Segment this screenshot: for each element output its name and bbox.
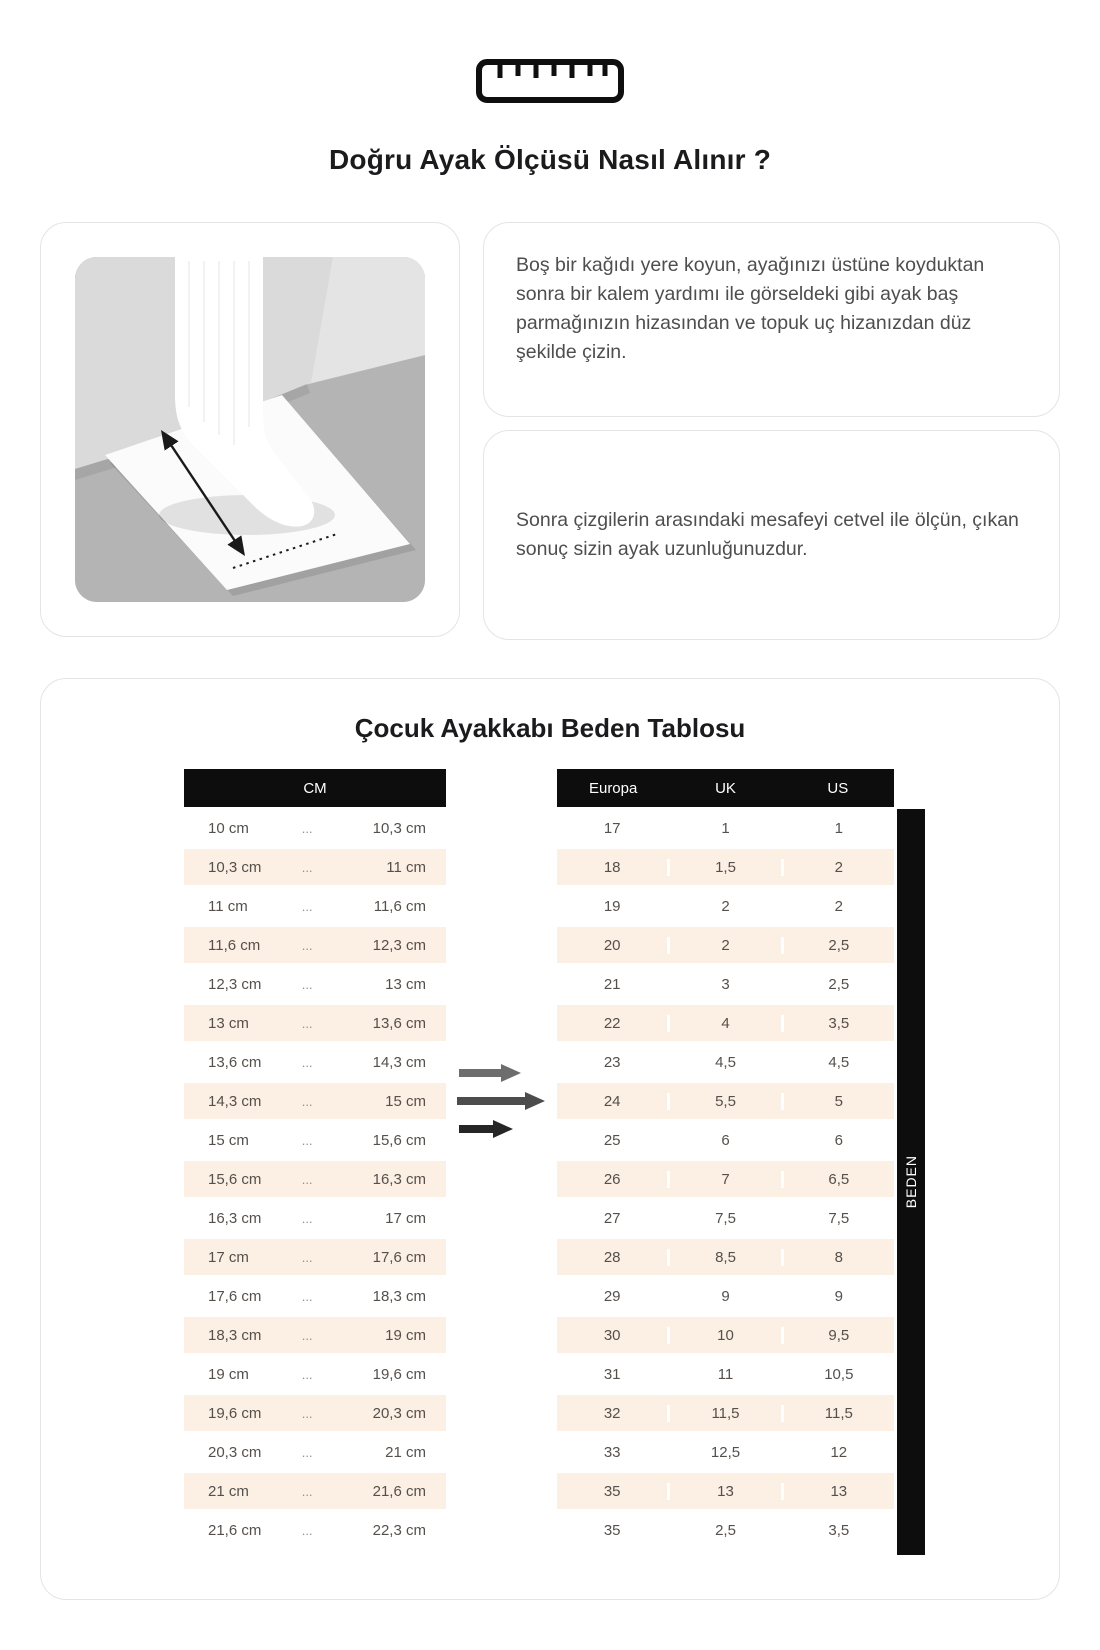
cm-range-dots: ... <box>301 1444 313 1460</box>
cm-table-row <box>184 810 446 846</box>
cm-table-row <box>184 1434 446 1470</box>
size-us: 13 <box>830 1482 848 1500</box>
cm-range-to: 17 cm <box>385 1209 426 1227</box>
size-europa: 28 <box>557 1249 670 1266</box>
size-uk: 5,5 <box>670 1093 783 1110</box>
cm-range-from: 20,3 cm <box>208 1443 262 1461</box>
cm-range-to: 14,3 cm <box>372 1053 426 1071</box>
size-table-row <box>557 1356 894 1392</box>
cm-range-dots: ... <box>301 1210 313 1226</box>
cm-table-row <box>184 1512 446 1548</box>
cm-range-dots: ... <box>301 1015 313 1031</box>
instruction-step-1-card <box>483 222 1060 417</box>
cm-range-to: 12,3 cm <box>372 936 426 954</box>
size-europa: 35 <box>557 1483 670 1500</box>
page-title: Doğru Ayak Ölçüsü Nasıl Alınır ? <box>328 144 772 175</box>
cm-range-to: 11,6 cm <box>373 897 426 915</box>
cm-range-to: 11 cm <box>386 858 426 876</box>
size-uk: 3 <box>670 976 783 993</box>
size-table-row <box>557 966 894 1002</box>
cm-range-dots: ... <box>301 1405 313 1421</box>
size-europa: 20 <box>557 937 670 954</box>
size-table-title: Çocuk Ayakkabı Beden Tablosu <box>354 713 746 743</box>
compare-arrows-icon <box>457 1064 549 1138</box>
cm-table-row <box>184 1005 446 1041</box>
size-europa: 18 <box>557 859 670 876</box>
cm-table-row <box>184 1161 446 1197</box>
cm-range-to: 16,3 cm <box>372 1170 426 1188</box>
cm-table-row <box>184 1239 446 1275</box>
cm-range-to: 15,6 cm <box>372 1131 426 1149</box>
size-uk: 7 <box>670 1171 783 1188</box>
cm-range-to: 21 cm <box>385 1443 426 1461</box>
size-europa: 30 <box>557 1327 670 1344</box>
cm-range-from: 11,6 cm <box>208 936 261 954</box>
instructions-section <box>40 222 1060 640</box>
cm-range-dots: ... <box>301 937 313 953</box>
cm-header-label: CM <box>303 779 327 797</box>
size-us: 9,5 <box>828 1326 850 1344</box>
size-us: 3,5 <box>828 1521 850 1539</box>
beden-side-bar <box>897 809 925 1555</box>
cm-range-dots: ... <box>301 1093 313 1109</box>
instruction-step-2-card <box>483 430 1060 640</box>
size-europa: 17 <box>557 820 670 837</box>
cm-range-from: 15,6 cm <box>208 1170 262 1188</box>
cm-range-to: 20,3 cm <box>372 1404 426 1422</box>
measurement-photo <box>75 257 425 602</box>
size-europa: 27 <box>557 1210 670 1227</box>
size-us: 10,5 <box>824 1365 854 1383</box>
size-europa: 22 <box>557 1015 670 1032</box>
cm-range-from: 16,3 cm <box>208 1209 262 1227</box>
cm-range-dots: ... <box>301 1366 313 1382</box>
size-us: 2,5 <box>828 975 850 993</box>
size-europa: 35 <box>557 1522 670 1539</box>
size-table-row <box>557 1512 894 1548</box>
header-uk: UK <box>715 779 736 797</box>
cm-table-row <box>184 888 446 924</box>
cm-table-rows <box>184 810 446 1548</box>
size-table-row <box>557 1395 894 1431</box>
cm-range-from: 15 cm <box>208 1131 249 1149</box>
cm-range-from: 11 cm <box>208 897 248 915</box>
size-table-row <box>557 1278 894 1314</box>
cm-range-to: 22,3 cm <box>372 1521 426 1539</box>
cm-table-row <box>184 927 446 963</box>
size-us: 2 <box>834 897 843 915</box>
cm-table-row <box>184 1473 446 1509</box>
beden-side-label: BEDEN <box>903 1155 919 1209</box>
size-table-row <box>557 1083 894 1119</box>
cm-range-to: 13 cm <box>385 975 426 993</box>
size-us: 6,5 <box>828 1170 850 1188</box>
size-europa: 29 <box>557 1288 670 1305</box>
cm-range-from: 17 cm <box>208 1248 249 1266</box>
cm-range-from: 14,3 cm <box>208 1092 262 1110</box>
size-table-row <box>557 1044 894 1080</box>
cm-range-to: 21,6 cm <box>372 1482 426 1500</box>
size-table-row <box>557 810 894 846</box>
size-uk: 4 <box>670 1015 783 1032</box>
cm-range-dots: ... <box>301 1522 313 1538</box>
cm-range-from: 21,6 cm <box>208 1521 262 1539</box>
header-europa: Europa <box>588 779 638 797</box>
cm-range-to: 17,6 cm <box>372 1248 426 1266</box>
cm-range-to: 13,6 cm <box>372 1014 426 1032</box>
size-us: 7,5 <box>828 1209 850 1227</box>
cm-range-to: 10,3 cm <box>372 819 426 837</box>
size-us: 5 <box>834 1092 843 1110</box>
cm-range-dots: ... <box>301 1327 313 1343</box>
cm-table-header <box>184 769 446 807</box>
cm-table-row <box>184 1122 446 1158</box>
instruction-text-column <box>483 222 1060 640</box>
cm-range-from: 21 cm <box>208 1482 249 1500</box>
size-uk: 9 <box>670 1288 783 1305</box>
size-uk: 2 <box>670 937 783 954</box>
cm-range-from: 19,6 cm <box>208 1404 262 1422</box>
size-table-row <box>557 1317 894 1353</box>
size-uk: 6 <box>670 1132 783 1149</box>
size-uk: 10 <box>670 1327 783 1344</box>
ruler-icon <box>0 58 1100 104</box>
international-size-table <box>557 769 894 1548</box>
cm-range-from: 18,3 cm <box>208 1326 262 1344</box>
size-uk: 7,5 <box>670 1210 783 1227</box>
instruction-step-2-text: Sonra çizgilerin arasındaki mesafeyi cetvel ile ölçün, çıkan sonuç sizin ayak uzunluğunuzdur. <box>516 509 1019 560</box>
header-us: US <box>827 779 849 797</box>
size-table-rows <box>557 810 894 1548</box>
size-table-row <box>557 1005 894 1041</box>
size-us: 1 <box>834 819 843 837</box>
size-europa: 33 <box>557 1444 670 1461</box>
cm-range-from: 10,3 cm <box>208 858 262 876</box>
size-table-row <box>557 888 894 924</box>
size-us: 2,5 <box>828 936 850 954</box>
size-uk: 2,5 <box>670 1522 783 1539</box>
cm-range-to: 15 cm <box>385 1092 426 1110</box>
size-table-row <box>557 1161 894 1197</box>
size-table-row <box>557 927 894 963</box>
cm-range-from: 12,3 cm <box>208 975 262 993</box>
size-uk: 11,5 <box>670 1405 783 1422</box>
size-us: 9 <box>834 1287 843 1305</box>
cm-range-to: 18,3 cm <box>372 1287 426 1305</box>
size-table-card <box>40 678 1060 1600</box>
size-europa: 31 <box>557 1366 670 1383</box>
size-uk: 1 <box>670 820 783 837</box>
size-table-row <box>557 1239 894 1275</box>
cm-range-dots: ... <box>301 1171 313 1187</box>
size-table-row <box>557 1434 894 1470</box>
size-uk: 8,5 <box>670 1249 783 1266</box>
cm-table-row <box>184 1044 446 1080</box>
size-europa: 26 <box>557 1171 670 1188</box>
size-uk: 12,5 <box>670 1444 783 1461</box>
size-table-row <box>557 1473 894 1509</box>
cm-table-row <box>184 849 446 885</box>
cm-table-row <box>184 1083 446 1119</box>
cm-range-to: 19 cm <box>385 1326 426 1344</box>
size-us: 2 <box>834 858 843 876</box>
size-table-header <box>557 769 894 807</box>
size-uk: 11 <box>670 1366 783 1383</box>
size-us: 11,5 <box>824 1404 853 1422</box>
cm-range-dots: ... <box>301 820 313 836</box>
size-europa: 21 <box>557 976 670 993</box>
cm-table-row <box>184 1395 446 1431</box>
cm-range-dots: ... <box>301 859 313 875</box>
size-uk: 4,5 <box>670 1054 783 1071</box>
cm-range-dots: ... <box>301 976 313 992</box>
cm-range-to: 19,6 cm <box>372 1365 426 1383</box>
cm-range-dots: ... <box>301 898 313 914</box>
cm-table-row <box>184 1356 446 1392</box>
cm-range-dots: ... <box>301 1288 313 1304</box>
size-us: 8 <box>834 1248 843 1266</box>
size-us: 12 <box>830 1443 848 1461</box>
size-us: 3,5 <box>828 1014 850 1032</box>
cm-range-from: 17,6 cm <box>208 1287 262 1305</box>
cm-range-from: 13 cm <box>208 1014 249 1032</box>
size-uk: 13 <box>670 1483 783 1500</box>
size-table-row <box>557 1122 894 1158</box>
cm-table-row <box>184 1278 446 1314</box>
cm-range-dots: ... <box>301 1054 313 1070</box>
instruction-step-1-text: Boş bir kağıdı yere koyun, ayağınızı üstüne koyduktan sonra bir kalem yardımı ile görseldeki gibi ayak baş parmağınızın hizasından ve topuk uç hizanızdan düz şekilde çizin. <box>516 254 985 363</box>
cm-range-dots: ... <box>301 1249 313 1265</box>
size-us: 4,5 <box>828 1053 850 1071</box>
cm-range-dots: ... <box>301 1483 313 1499</box>
size-table-row <box>557 1200 894 1236</box>
measurement-photo-card <box>40 222 460 637</box>
cm-table-row <box>184 1200 446 1236</box>
cm-range-dots: ... <box>301 1132 313 1148</box>
size-europa: 19 <box>557 898 670 915</box>
size-europa: 24 <box>557 1093 670 1110</box>
size-uk: 2 <box>670 898 783 915</box>
cm-table <box>184 769 446 1548</box>
size-uk: 1,5 <box>670 859 783 876</box>
size-us: 6 <box>834 1131 843 1149</box>
cm-range-from: 19 cm <box>208 1365 249 1383</box>
size-europa: 32 <box>557 1405 670 1422</box>
cm-range-from: 13,6 cm <box>208 1053 262 1071</box>
cm-range-from: 10 cm <box>208 819 249 837</box>
cm-table-row <box>184 966 446 1002</box>
cm-table-row <box>184 1317 446 1353</box>
size-europa: 23 <box>557 1054 670 1071</box>
size-table-row <box>557 849 894 885</box>
size-europa: 25 <box>557 1132 670 1149</box>
page-header <box>0 0 1100 176</box>
